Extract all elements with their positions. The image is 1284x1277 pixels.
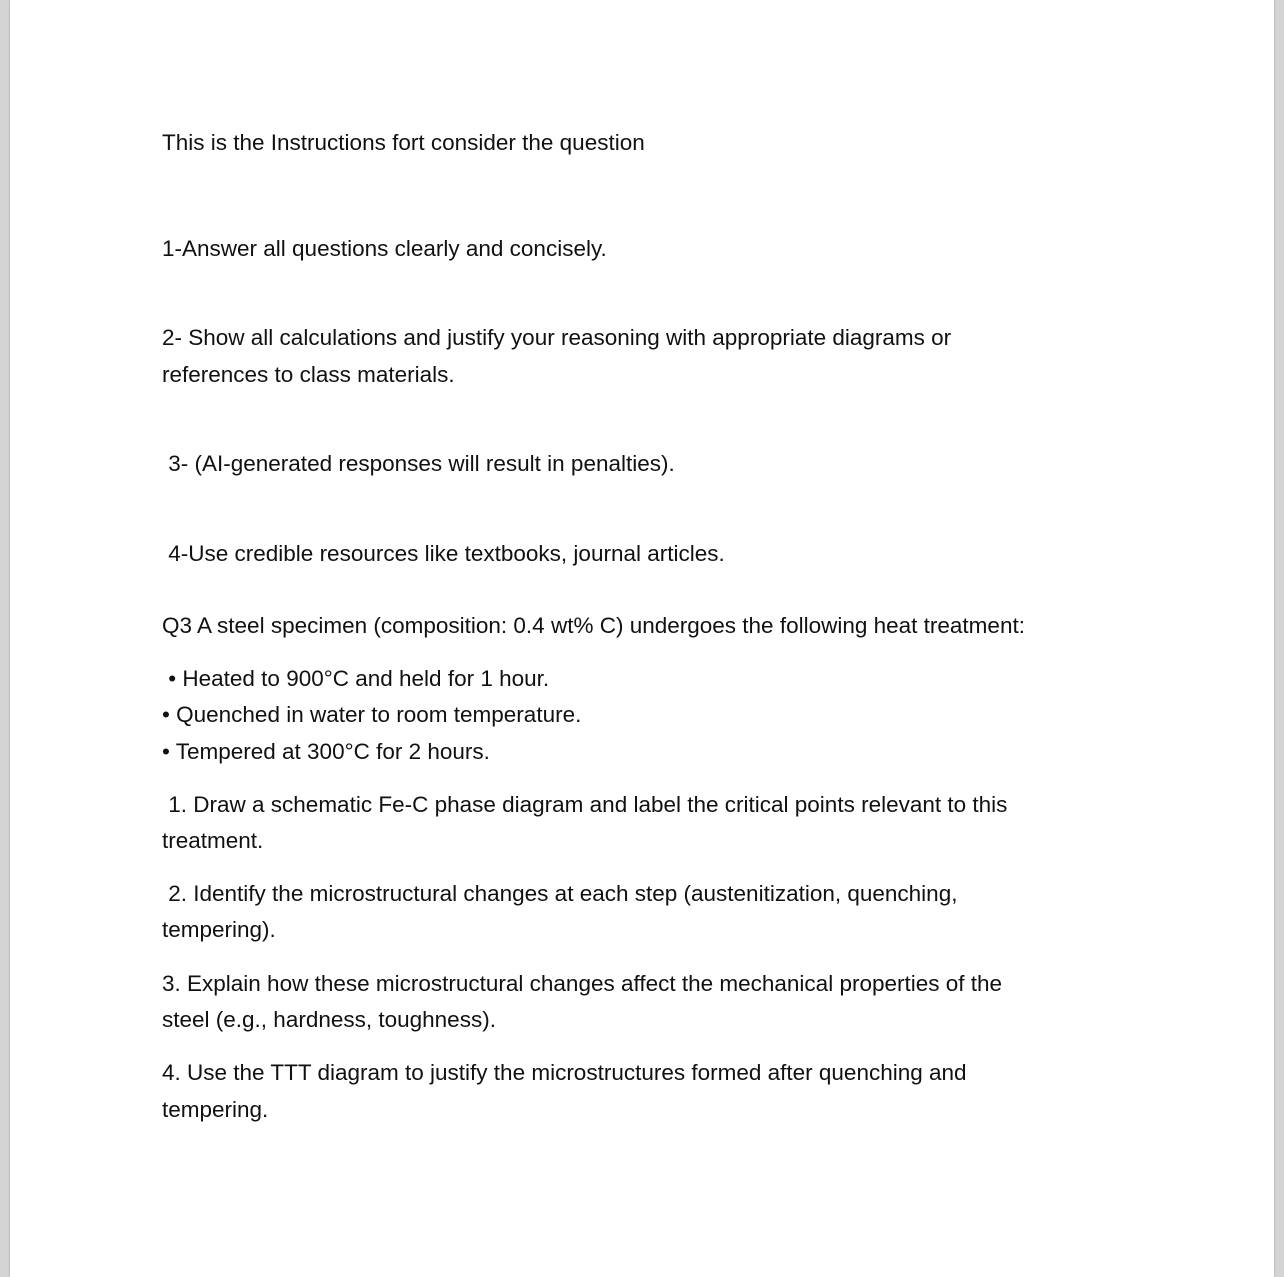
instruction-1: 1-Answer all questions clearly and concisely.	[162, 236, 607, 261]
instruction-3: 3- (AI-generated responses will result in penalties).	[162, 451, 675, 476]
intro-text: This is the Instructions fort consider the question	[162, 130, 645, 155]
task-2-line-2: tempering).	[162, 917, 276, 942]
task-1-line-1: 1. Draw a schematic Fe-C phase diagram and label the critical points relevant to this	[162, 792, 1008, 817]
task-4-line-2: tempering.	[162, 1097, 269, 1122]
bullet-item: • Heated to 900°C and held for 1 hour.	[162, 666, 550, 691]
instruction-2-line-1: 2- Show all calculations and justify your reasoning with appropriate diagrams or	[162, 325, 952, 350]
instruction-4: 4-Use credible resources like textbooks, journal articles.	[162, 541, 725, 566]
task-3-line-1: 3. Explain how these microstructural changes affect the mechanical properties of the	[162, 971, 1003, 996]
bullet-item: • Tempered at 300°C for 2 hours.	[162, 739, 490, 764]
question-heading: Q3 A steel specimen (composition: 0.4 wt% C) undergoes the following heat treatment:	[162, 613, 1025, 638]
document-page	[10, 0, 1274, 1277]
bullet-item: • Quenched in water to room temperature.	[162, 702, 582, 727]
task-1-line-2: treatment.	[162, 828, 264, 853]
task-2-line-1: 2. Identify the microstructural changes at each step (austenitization, quenching,	[162, 881, 958, 906]
task-3-line-2: steel (e.g., hardness, toughness).	[162, 1007, 496, 1032]
task-4-line-1: 4. Use the TTT diagram to justify the microstructures formed after quenching and	[162, 1060, 967, 1085]
instruction-2-line-2: references to class materials.	[162, 362, 455, 387]
